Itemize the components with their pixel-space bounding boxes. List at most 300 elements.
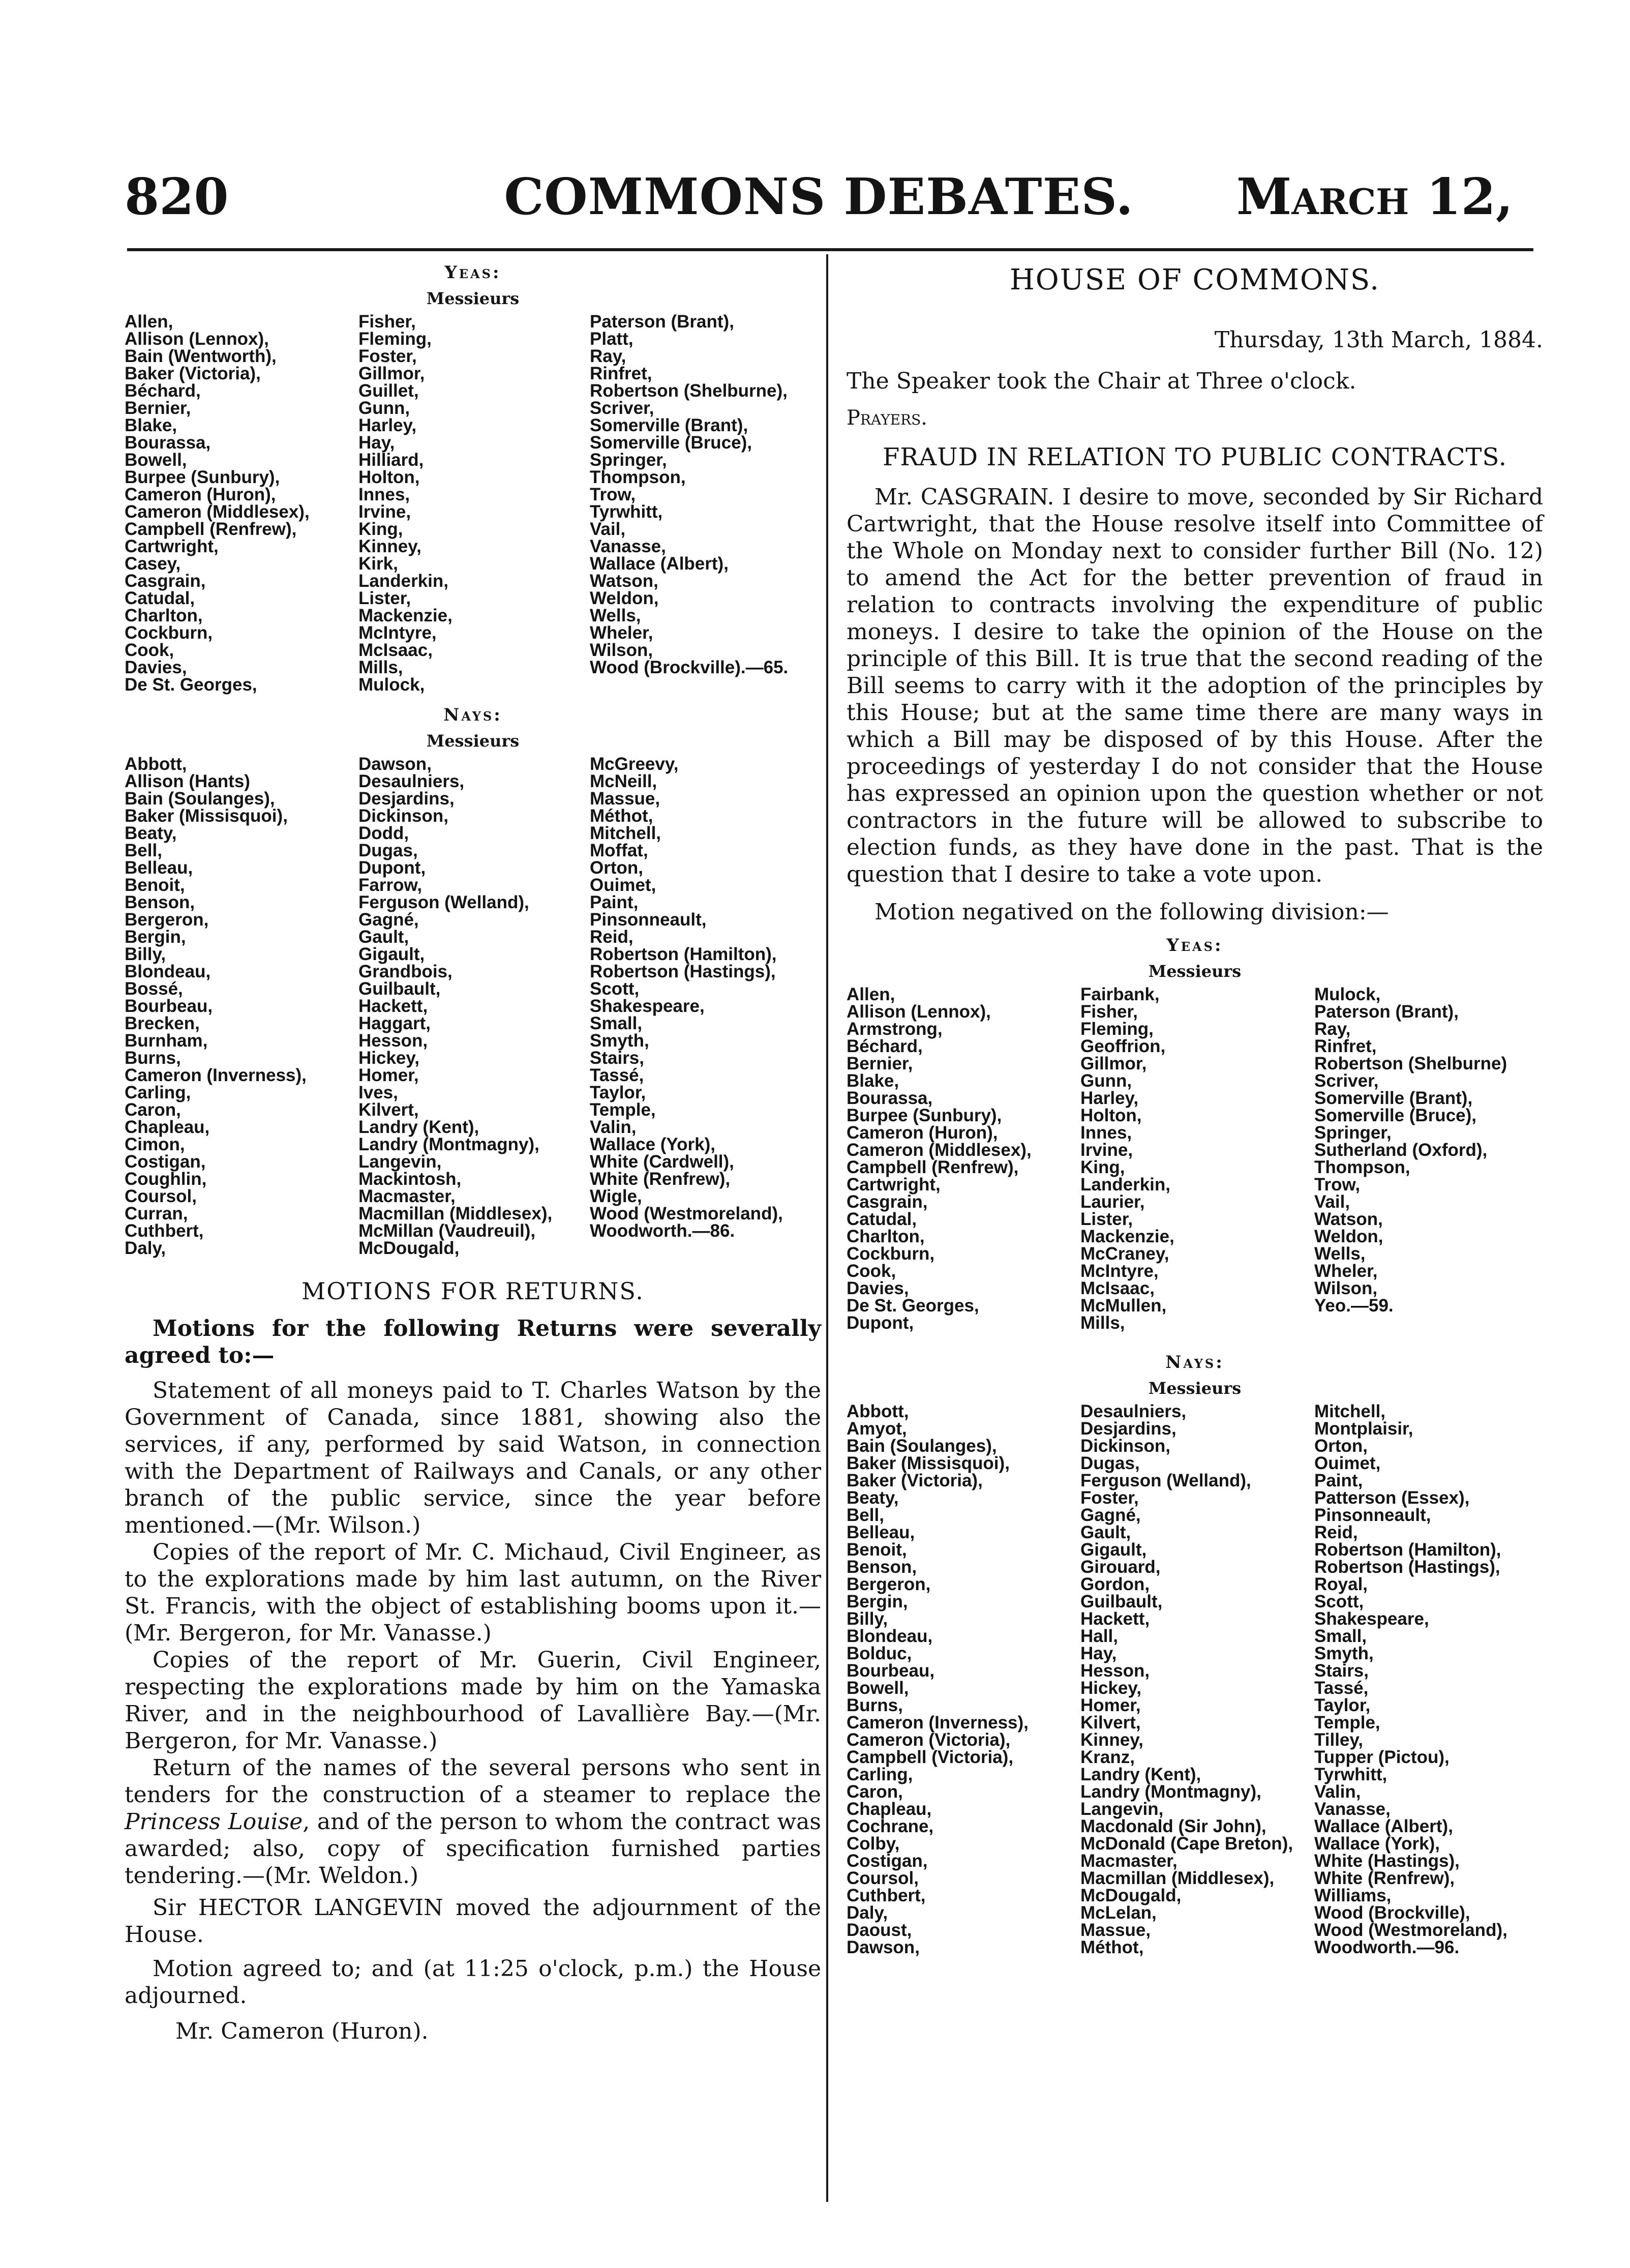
member-name: Baker (Victoria), [125, 364, 261, 383]
member-name: Williams, [1314, 1886, 1392, 1905]
member-name: Belleau, [847, 1523, 915, 1542]
member-name: Charlton, [125, 606, 203, 625]
member-name: Scriver, [590, 398, 654, 418]
member-name: Kinney, [1080, 1730, 1143, 1750]
member-name: Desaulniers, [1080, 1401, 1187, 1421]
member-name: Wheler, [1314, 1261, 1378, 1281]
member-name: Geoffrion, [1080, 1036, 1166, 1056]
member-name: White (Renfrew), [1314, 1868, 1455, 1888]
member-name: Benson, [125, 892, 195, 912]
member-name: Davies, [125, 658, 187, 677]
member-name: Vanasse, [1314, 1799, 1391, 1819]
member-name: Valin, [590, 1117, 637, 1137]
member-name: Cochrane, [847, 1816, 934, 1836]
member-name: Bain (Wentworth), [125, 346, 277, 366]
messieurs-label: Messieurs [1148, 1379, 1242, 1398]
member-name: Blake, [125, 415, 177, 435]
member-name: Patterson (Essex), [1314, 1488, 1470, 1508]
member-name: Billy, [847, 1609, 888, 1629]
yeas-col-2 [358, 313, 590, 694]
member-name: Innes, [358, 485, 410, 504]
member-name: King, [358, 519, 403, 539]
member-name: Gault, [358, 927, 409, 947]
member-name: Béchard, [847, 1036, 923, 1056]
member-name: Fisher, [358, 312, 416, 332]
member-name: Kilvert, [1080, 1713, 1141, 1733]
member-name: Blondeau, [847, 1626, 933, 1646]
member-name: Ives, [358, 1083, 398, 1102]
member-name: Chapleau, [125, 1117, 210, 1137]
member-name: Cook, [847, 1261, 896, 1281]
member-name: Bourbeau, [847, 1661, 935, 1681]
member-name: Bourbeau, [125, 996, 213, 1016]
member-name: King, [1080, 1157, 1125, 1177]
member-name: Somerville (Brant), [1314, 1088, 1473, 1108]
member-name: Scott, [1314, 1592, 1364, 1612]
member-name: Robertson (Hamilton), [1314, 1540, 1501, 1560]
running-title: COMMONS DEBATES. [504, 168, 1134, 226]
member-name: Montplaisir, [1314, 1419, 1413, 1439]
yeas-label: Yeas: [444, 262, 501, 283]
member-name: Burpee (Sunbury), [125, 467, 280, 487]
member-name: Landerkin, [358, 571, 448, 591]
member-name: Wheler, [590, 623, 653, 643]
member-name: Smyth, [1314, 1644, 1374, 1663]
member-name: Dickinson, [1080, 1436, 1170, 1456]
member-name: Temple, [590, 1100, 656, 1120]
member-name: Pinsonneault, [590, 910, 707, 930]
member-name: Watson, [1314, 1209, 1383, 1229]
member-name: Vail, [1314, 1192, 1350, 1212]
member-name: Chapleau, [847, 1799, 932, 1819]
member-name: Hay, [1080, 1644, 1117, 1663]
member-name: Tupper (Pictou), [1314, 1747, 1450, 1767]
member-name: Belleau, [125, 858, 193, 878]
member-name: Hackett, [1080, 1609, 1150, 1629]
member-name: Ferguson (Welland), [1080, 1471, 1251, 1490]
member-name: Blake, [847, 1071, 899, 1091]
member-name: Bergeron, [847, 1574, 931, 1594]
member-name: Coursol, [125, 1186, 197, 1206]
member-name: Guilbault, [1080, 1592, 1163, 1612]
member-name: Desjardins, [358, 789, 455, 809]
member-name: Kilvert, [358, 1100, 419, 1120]
member-name: Ouimet, [590, 875, 656, 895]
member-name: Gordon, [1080, 1574, 1150, 1594]
member-name: Shakespeare, [1314, 1609, 1429, 1629]
member-name: Vail, [590, 519, 626, 539]
member-name: Burns, [847, 1695, 903, 1715]
nays-col-3 [590, 756, 821, 1257]
member-name: Holton, [1080, 1106, 1142, 1125]
member-name: Hackett, [358, 996, 428, 1016]
member-name: Orton, [590, 858, 643, 878]
member-name: Paterson (Brant), [1314, 1002, 1459, 1022]
member-name: Coursol, [847, 1868, 919, 1888]
member-name: Wood (Westmoreland), [590, 1204, 783, 1223]
member-name: Bourassa, [847, 1088, 933, 1108]
right-column [847, 259, 1543, 1956]
member-name: Bowell, [847, 1678, 909, 1698]
member-name: Daly, [847, 1903, 888, 1923]
member-name: Gillmor, [1080, 1054, 1147, 1073]
member-name: Wood (Brockville).—65. [590, 658, 789, 677]
member-name: Tilley, [1314, 1730, 1363, 1750]
member-name: Irvine, [358, 502, 411, 522]
member-name: Platt, [590, 329, 633, 349]
member-name: Small, [1314, 1626, 1367, 1646]
member-name: Wood (Westmoreland), [1314, 1920, 1507, 1940]
member-name: Wallace (Albert), [1314, 1816, 1453, 1836]
nays-list [847, 1403, 1543, 1956]
member-name: Wood (Brockville), [1314, 1903, 1470, 1923]
header-rule [127, 248, 1533, 251]
member-name: Dawson, [847, 1937, 920, 1957]
return-paragraph: Copies of the report of Mr. C. Michaud, Civil Engineer, as to the explorations made by him last autumn, on the River St. Francis, with the object of establishing booms upon it.—(Mr. Bergeron, for Mr. Vanasse.) [125, 1539, 821, 1646]
member-name: Cameron (Victoria), [847, 1730, 1011, 1750]
member-name: Homer, [1080, 1695, 1141, 1715]
member-name: Catudal, [847, 1209, 917, 1229]
member-name: Fisher, [1080, 1002, 1138, 1022]
member-name: Bowell, [125, 450, 187, 470]
member-name: Cameron (Inverness), [125, 1065, 307, 1085]
member-name: Lister, [1080, 1209, 1133, 1229]
last-line: Mr. Cameron (Huron). [175, 2018, 429, 2044]
yeas-col-1 [125, 313, 358, 694]
member-name: Benoit, [847, 1540, 907, 1560]
member-name: Gigault, [1080, 1540, 1147, 1560]
member-name: Trow, [1314, 1175, 1361, 1195]
member-name: Tyrwhitt, [590, 502, 663, 522]
member-name: Paint, [590, 892, 639, 912]
member-name: Foster, [358, 346, 417, 366]
member-name: Sutherland (Oxford), [1314, 1140, 1488, 1160]
member-name: Mills, [1080, 1313, 1125, 1333]
member-name: Kinney, [358, 536, 421, 556]
member-name: Dupont, [358, 858, 426, 878]
member-name: Allen, [125, 312, 173, 332]
member-name: McIntyre, [358, 623, 437, 643]
page-number: 820 [125, 168, 229, 226]
member-name: Robertson (Shelburne), [590, 381, 788, 401]
member-name: Thompson, [590, 467, 686, 487]
member-name: Landry (Montmagny), [1080, 1782, 1261, 1802]
member-name: McMullen, [1080, 1296, 1167, 1316]
member-name: Burpee (Sunbury), [847, 1106, 1002, 1125]
messieurs-label: Messieurs [1148, 962, 1242, 981]
member-name: Yeo.—59. [1314, 1296, 1394, 1316]
member-name: Bernier, [847, 1054, 913, 1073]
member-name: Gagné, [1080, 1505, 1141, 1525]
member-name: Watson, [590, 571, 658, 591]
member-name: Costigan, [847, 1851, 928, 1871]
member-name: Macmillan (Middlesex), [358, 1204, 553, 1223]
member-name: Casey, [125, 554, 181, 574]
member-name: Paint, [1314, 1471, 1363, 1490]
member-name: Hesson, [358, 1031, 428, 1051]
member-name: Carling, [847, 1765, 913, 1784]
member-name: White (Hastings), [1314, 1851, 1460, 1871]
member-name: Davies, [847, 1278, 909, 1298]
member-name: Bossé, [125, 979, 183, 999]
member-name: Baker (Victoria), [847, 1471, 983, 1490]
member-name: Ray, [590, 346, 626, 366]
member-name: Stairs, [1314, 1661, 1369, 1681]
yeas-col-3 [590, 313, 821, 694]
nays-col-3 [1314, 1403, 1543, 1956]
member-name: Dupont, [847, 1313, 914, 1333]
member-name: Gigault, [358, 944, 425, 964]
member-name: Lister, [358, 588, 411, 608]
member-name: Campbell (Renfrew), [125, 519, 297, 539]
member-name: Fleming, [358, 329, 432, 349]
member-name: Smyth, [590, 1031, 649, 1051]
member-name: Campbell (Victoria), [847, 1747, 1014, 1767]
member-name: Somerville (Bruce), [590, 433, 752, 453]
messieurs-label: Messieurs [426, 731, 520, 751]
motions-heading: MOTIONS FOR RETURNS. [301, 1277, 644, 1305]
member-name: Cuthbert, [125, 1221, 204, 1241]
nays-col-2 [1080, 1403, 1314, 1956]
member-name: Dawson, [358, 754, 432, 774]
member-name: Fleming, [1080, 1019, 1154, 1039]
member-name: Allen, [847, 984, 895, 1004]
yeas-label: Yeas: [1166, 935, 1223, 956]
messieurs-label: Messieurs [426, 289, 520, 308]
member-name: Mackenzie, [1080, 1227, 1174, 1246]
member-name: McIsaac, [1080, 1278, 1155, 1298]
member-name: De St. Georges, [125, 675, 257, 695]
member-name: McGreevy, [590, 754, 679, 774]
member-name: Cimon, [125, 1135, 185, 1154]
member-name: Beaty, [125, 823, 177, 843]
nays-col-1 [125, 756, 358, 1257]
member-name: Mackenzie, [358, 606, 452, 625]
member-name: Méthot, [590, 806, 653, 826]
member-name: Dugas, [358, 841, 418, 860]
member-name: Reid, [1314, 1523, 1358, 1542]
member-name: Rinfret, [590, 364, 652, 383]
member-name: Woodworth.—86. [590, 1221, 735, 1241]
member-name: Casgrain, [125, 571, 206, 591]
member-name: Innes, [1080, 1123, 1132, 1143]
member-name: Bergin, [847, 1592, 908, 1612]
member-name: Kirk, [358, 554, 398, 574]
member-name: Charlton, [847, 1227, 925, 1246]
member-name: Guillet, [358, 381, 419, 401]
member-name: Gunn, [358, 398, 410, 418]
member-name: Holton, [358, 467, 420, 487]
return-paragraph: Statement of all moneys paid to T. Charles Watson by the Government of Canada, since 1881, showing also the services, if any, performed by said Watson, in connection with the Department of Railways and Canals, or any other branch of the public service, since the year before mentioned.—(Mr. Wilson.) [125, 1378, 821, 1538]
member-name: Abbott, [847, 1401, 909, 1421]
member-name: Fairbank, [1080, 984, 1160, 1004]
member-name: Cartwright, [125, 536, 219, 556]
princess-pre: Return of the names of the several persons who sent in tenders for the construction of a steamer to replace the [125, 1755, 821, 1808]
member-name: Haggart, [358, 1013, 431, 1033]
member-name: Dickinson, [358, 806, 448, 826]
member-name: Cuthbert, [847, 1886, 926, 1905]
member-name: Guilbault, [358, 979, 441, 999]
member-name: Abbott, [125, 754, 187, 774]
yeas-col-3 [1314, 986, 1543, 1332]
member-name: Curran, [125, 1204, 188, 1223]
member-name: Cook, [125, 640, 174, 660]
member-name: Macmillan (Middlesex), [1080, 1868, 1275, 1888]
member-name: Cartwright, [847, 1175, 941, 1195]
member-name: Méthot, [1080, 1937, 1144, 1957]
date-line: Thursday, 13th March, 1884. [1214, 327, 1543, 353]
member-name: McIsaac, [358, 640, 433, 660]
member-name: Baker (Missisquoi), [847, 1453, 1010, 1473]
member-name: Landerkin, [1080, 1175, 1170, 1195]
member-name: Amyot, [847, 1419, 907, 1439]
member-name: Wilson, [1314, 1278, 1378, 1298]
member-name: Small, [590, 1013, 643, 1033]
member-name: Billy, [125, 944, 166, 964]
house-heading: HOUSE OF COMMONS. [1009, 263, 1380, 296]
fraud-heading: FRAUD IN RELATION TO PUBLIC CONTRACTS. [883, 443, 1507, 471]
member-name: Taylor, [590, 1083, 646, 1102]
member-name: Campbell (Renfrew), [847, 1157, 1019, 1177]
member-name: Catudal, [125, 588, 195, 608]
member-name: Cockburn, [847, 1244, 935, 1264]
princess-ital: Princess Louise [125, 1809, 303, 1835]
yeas-col-2 [1080, 986, 1314, 1332]
member-name: Cameron (Middlesex), [125, 502, 310, 522]
member-name: Valin, [1314, 1782, 1361, 1802]
casgrain-text: I desire to move, seconded by Sir Richard Cartwright, that the House resolve itself into Committee of the Whole on Monday next to consider further Bill (No. 12) to amend the Act for the better prevention of fraud in relation to contracts involving the expenditure of public moneys. I desire to take the opinion of the House on the principle of this Bill. It is true that the second reading of the Bill seems to carry with it the adoption of the principles by this House; but at the same time there are many ways in which a Bill may be disposed of by this House. After the proceedings of yesterday I do not consider that the House has expressed an opinion upon the question whether or not contractors in the future will be allowed to subscribe to election funds, as they have done in the past. That is the question that I desire to take a vote upon. [847, 484, 1543, 887]
member-name: Grandbois, [358, 962, 452, 981]
yeas-list [847, 986, 1543, 1332]
member-name: White (Cardwell), [590, 1152, 734, 1172]
member-name: Temple, [1314, 1713, 1380, 1733]
member-name: Macmaster, [358, 1186, 456, 1206]
member-name: Hay, [358, 433, 395, 453]
member-name: Somerville (Brant), [590, 415, 748, 435]
princess-post: , and of the person to whom the contract was awarded; also, copy of specification furnished parties tendering.—(Mr. Weldon.) [125, 1809, 821, 1889]
member-name: Beaty, [847, 1488, 899, 1508]
member-name: Scriver, [1314, 1071, 1379, 1091]
member-name: Wilson, [590, 640, 653, 660]
member-name: Reid, [590, 927, 633, 947]
member-name: McCraney, [1080, 1244, 1169, 1264]
member-name: Springer, [1314, 1123, 1392, 1143]
member-name: Carling, [125, 1083, 191, 1102]
member-name: Rinfret, [1314, 1036, 1377, 1056]
running-header [125, 168, 1513, 239]
member-name: Gagné, [358, 910, 419, 930]
member-name: Bergeron, [125, 910, 209, 930]
nays-col-2 [358, 756, 590, 1257]
member-name: Girouard, [1080, 1557, 1161, 1577]
casgrain-lead: Mr. CASGRAIN. [874, 484, 1054, 510]
member-name: Mitchell, [590, 823, 661, 843]
column-rule [826, 254, 828, 2202]
member-name: Wallace (Albert), [590, 554, 729, 574]
member-name: White (Renfrew), [590, 1169, 731, 1189]
member-name: Colby, [847, 1834, 900, 1854]
member-name: Benson, [847, 1557, 917, 1577]
member-name: Mulock, [1314, 984, 1381, 1004]
member-name: Pinsonneault, [1314, 1505, 1431, 1525]
member-name: Allison (Lennox), [125, 329, 269, 349]
member-name: Robertson (Shelburne) [1314, 1054, 1507, 1073]
member-name: McDougald, [1080, 1886, 1182, 1905]
member-name: Cockburn, [125, 623, 213, 643]
member-name: Mackintosh, [358, 1169, 462, 1189]
member-name: Shakespeare, [590, 996, 705, 1016]
member-name: McMillan (Vaudreuil), [358, 1221, 536, 1241]
member-name: Bell, [847, 1505, 884, 1525]
member-name: McNeill, [590, 771, 657, 791]
member-name: Mills, [358, 658, 403, 677]
member-name: Gunn, [1080, 1071, 1132, 1091]
member-name: McDonald (Cape Breton), [1080, 1834, 1293, 1854]
member-name: Desaulniers, [358, 771, 465, 791]
return-paragraph: Copies of the report of Mr. Guerin, Civil Engineer, respecting the explorations made by him on the Yamaska River, and in the neighbourhood of Lavallière Bay.—(Mr. Bergeron, for Mr. Vanasse.) [125, 1647, 821, 1754]
member-name: Robertson (Hastings), [1314, 1557, 1500, 1577]
member-name: Somerville (Bruce), [1314, 1106, 1476, 1125]
member-name: Macmaster, [1080, 1851, 1178, 1871]
member-name: Thompson, [1314, 1157, 1410, 1177]
nays-list [125, 756, 821, 1257]
member-name: Cameron (Huron), [125, 485, 276, 504]
member-name: Hickey, [1080, 1678, 1141, 1698]
member-name: Woodworth.—96. [1314, 1937, 1460, 1957]
member-name: Bergin, [125, 927, 186, 947]
member-name: Bain (Soulanges), [125, 789, 275, 809]
motions-intro: Motions for the following Returns were severally agreed to:— [125, 1316, 821, 1368]
member-name: Paterson (Brant), [590, 312, 734, 332]
member-name: Blondeau, [125, 962, 211, 981]
member-name: Robertson (Hamilton), [590, 944, 777, 964]
member-name: Coughlin, [125, 1169, 207, 1189]
member-name: Taylor, [1314, 1695, 1371, 1715]
member-name: McIntyre, [1080, 1261, 1159, 1281]
member-name: Brecken, [125, 1013, 200, 1033]
member-name: Mitchell, [1314, 1401, 1386, 1421]
member-name: Caron, [847, 1782, 903, 1802]
member-name: Royal, [1314, 1574, 1368, 1594]
member-name: Bell, [125, 841, 162, 860]
member-name: Weldon, [590, 588, 659, 608]
member-name: Wallace (York), [590, 1135, 716, 1154]
member-name: Massue, [590, 789, 660, 809]
member-name: Armstrong, [847, 1019, 943, 1039]
member-name: Burns, [125, 1048, 181, 1068]
member-name: Bain (Soulanges), [847, 1436, 997, 1456]
member-name: Wallace (York), [1314, 1834, 1440, 1854]
member-name: Weldon, [1314, 1227, 1383, 1246]
member-name: Cameron (Huron), [847, 1123, 998, 1143]
member-name: De St. Georges, [847, 1296, 979, 1316]
nays-label: Nays: [1165, 1352, 1224, 1372]
member-name: Ray, [1314, 1019, 1351, 1039]
left-column [125, 259, 821, 2044]
member-name: Gault, [1080, 1523, 1131, 1542]
member-name: Stairs, [590, 1048, 644, 1068]
member-name: Hickey, [358, 1048, 419, 1068]
member-name: Landry (Montmagny), [358, 1135, 539, 1154]
member-name: Ouimet, [1314, 1453, 1381, 1473]
member-name: Farrow, [358, 875, 422, 895]
prayers: Prayers. [847, 406, 927, 430]
return-paragraph [125, 1754, 821, 1889]
adjourn-agreed: Motion agreed to; and (at 11:25 o'clock, p.m.) the House adjourned. [125, 1956, 821, 2009]
member-name: Foster, [1080, 1488, 1139, 1508]
member-name: Macdonald (Sir John), [1080, 1816, 1266, 1836]
member-name: Tassé, [1314, 1678, 1369, 1698]
